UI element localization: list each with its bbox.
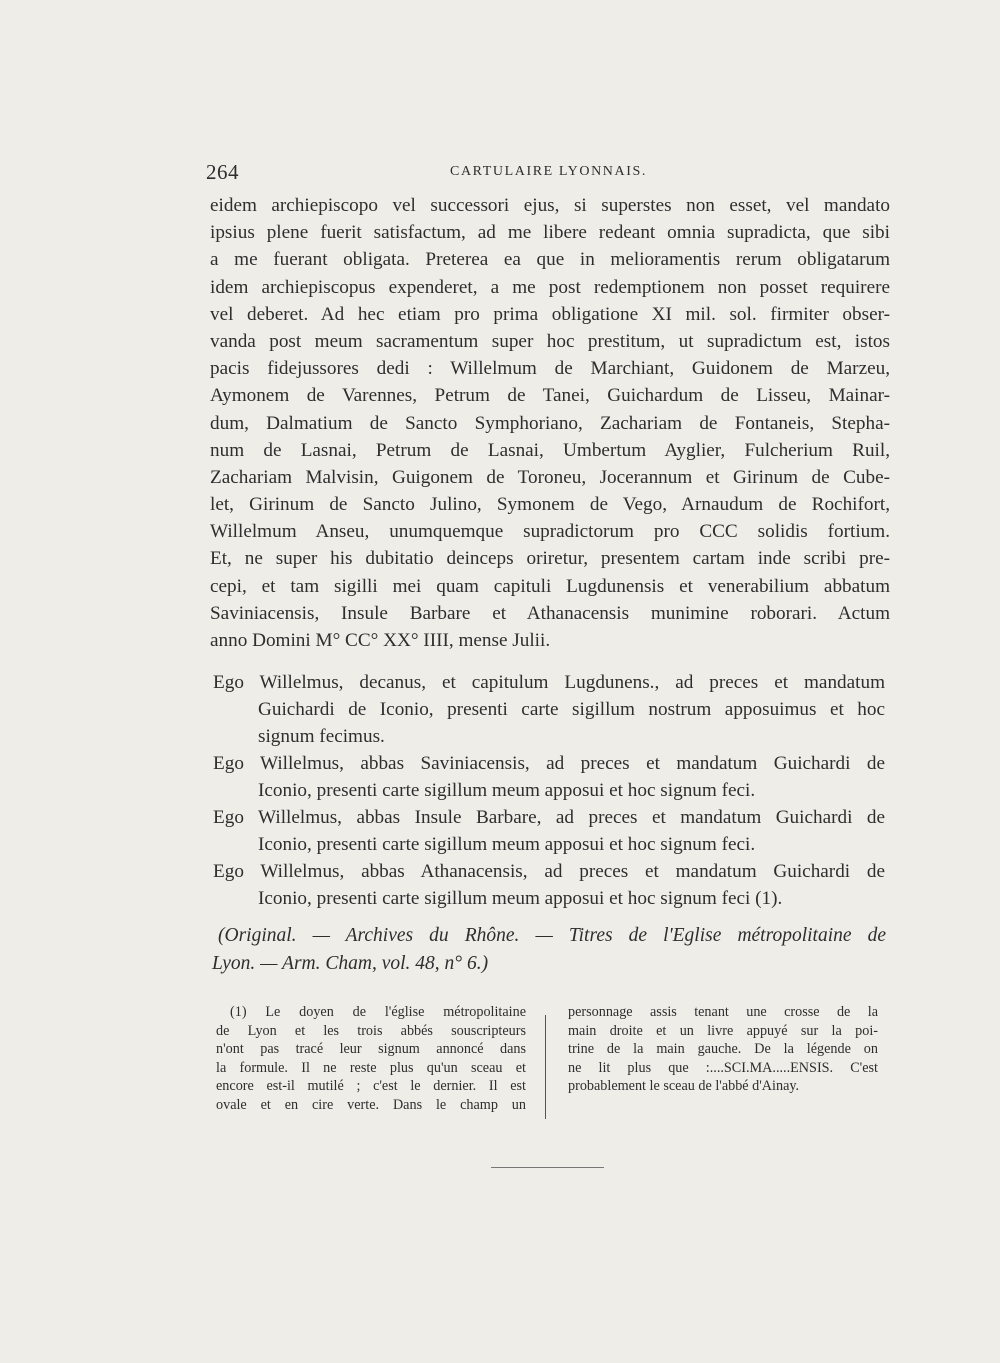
signature-line: Iconio, presenti carte sigillum meum apposui et hoc signum feci (1). (258, 888, 783, 909)
signature-line: Iconio, presenti carte sigillum meum apposui et hoc signum feci. (258, 834, 756, 855)
footnote-line: probablement le sceau de l'abbé d'Ainay. (568, 1078, 800, 1094)
footnote-line: encore est-il mutilé ; c'est le dernier. Il est (216, 1078, 526, 1094)
running-head (206, 160, 886, 184)
signature-line: Ego Willelmus, abbas Athanacensis, ad preces et mandatum Guichardi de (213, 861, 885, 882)
signature-line: Ego Willelmus, abbas Saviniacensis, ad preces et mandatum Guichardi de (213, 753, 885, 774)
text-line: num de Lasnai, Petrum de Lasnai, Umbertum Ayglier, Fulcherium Ruil, (210, 439, 890, 461)
source-line: Lyon. — Arm. Cham, vol. 48, n° 6.) (212, 953, 489, 974)
end-rule (491, 1167, 604, 1168)
text-line: idem archiepiscopus expenderet, a me post redemptionem non posset requirere (210, 276, 890, 298)
signature-block (213, 669, 885, 912)
footnote-line: n'ont pas tracé leur signum annoncé dans (216, 1041, 526, 1057)
running-title: CARTULAIRE LYONNAIS. (450, 164, 647, 179)
footnote-line: ovale et en cire verte. Dans le champ un (216, 1096, 526, 1113)
text-line: Aymonem de Varennes, Petrum de Tanei, Guichardum de Lisseu, Mainar- (210, 385, 890, 407)
signature-entry (213, 669, 885, 750)
page-number: 264 (206, 160, 239, 184)
footnote-line: (1) Le doyen de l'église métropolitaine (230, 1004, 526, 1020)
text-line: vanda post meum sacramentum super hoc prestitum, ut supradictum est, istos (210, 330, 890, 352)
text-line: cepi, et tam sigilli mei quam capituli Lugdunensis et venerabilium abbatum (210, 575, 890, 597)
signature-entry (213, 750, 885, 804)
text-line: Saviniacensis, Insule Barbare et Athanacensis munimine roborari. Actum (210, 602, 890, 624)
text-line: dum, Dalmatium de Sancto Symphoriano, Zachariam de Fontaneis, Stepha- (210, 412, 890, 434)
footnote-line: main droite et un livre appuyé sur la poi- (568, 1022, 878, 1039)
text-line: a me fuerant obligata. Preterea ea que in melioramentis rerum obligatarum (210, 249, 890, 271)
signature-line: Ego Willelmus, decanus, et capitulum Lugdunens., ad preces et mandatum (213, 672, 885, 693)
footnote-line: de Lyon et les trois abbés souscripteurs (216, 1022, 526, 1039)
text-line: eidem archiepiscopo vel successori ejus, si superstes non esset, vel mandato (210, 195, 890, 216)
text-line: ipsius plene fuerit satisfactum, ad me libere redeant omnia supradicta, que sibi (210, 222, 890, 244)
source-line: (Original. — Archives du Rhône. — Titres de l'Eglise métropolitaine de (218, 925, 886, 946)
text-line: Willelmum Anseu, unumquemque supradictorum pro CCC solidis fortium. (210, 521, 890, 543)
text-line: let, Girinum de Sancto Julino, Symonem de Vego, Arnaudum de Rochifort, (210, 494, 890, 516)
signature-line: Iconio, presenti carte sigillum meum apposui et hoc signum feci. (258, 780, 756, 801)
text-line: pacis fidejussores dedi : Willelmum de Marchiant, Guidonem de Marzeu, (210, 358, 890, 380)
charter-text (210, 192, 890, 654)
footnote-line: trine de la main gauche. De la légende on (568, 1041, 878, 1057)
footnote-line: personnage assis tenant une crosse de la (568, 1004, 878, 1020)
column-divider (545, 1015, 546, 1119)
text-line: anno Domini M° CC° XX° IIII, mense Julii. (210, 630, 551, 651)
footnote (216, 1003, 886, 1123)
signature-entry (213, 858, 885, 912)
footnote-line: ne lit plus que :....SCI.MA.....ENSIS. C'est (568, 1059, 878, 1076)
text-line: vel deberet. Ad hec etiam pro prima obligatione XI mil. sol. firmiter obser- (210, 303, 890, 325)
text-line: Zachariam Malvisin, Guigonem de Toroneu, Jocerannum et Girinum de Cube- (210, 466, 890, 488)
signature-line: Guichardi de Iconio, presenti carte sigillum nostrum apposuimus et hoc (258, 699, 885, 720)
signature-line: Ego Willelmus, abbas Insule Barbare, ad preces et mandatum Guichardi de (213, 807, 885, 828)
footnote-line: la formule. Il ne reste plus qu'un sceau et (216, 1059, 526, 1076)
text-line: Et, ne super his dubitatio deinceps oriretur, presentem cartam inde scribi pre- (210, 548, 890, 570)
footnote-column-right (568, 1003, 878, 1096)
signature-entry (213, 804, 885, 858)
source-citation (212, 922, 886, 978)
footnote-column-left (216, 1003, 526, 1114)
signature-line: signum fecimus. (258, 726, 385, 747)
